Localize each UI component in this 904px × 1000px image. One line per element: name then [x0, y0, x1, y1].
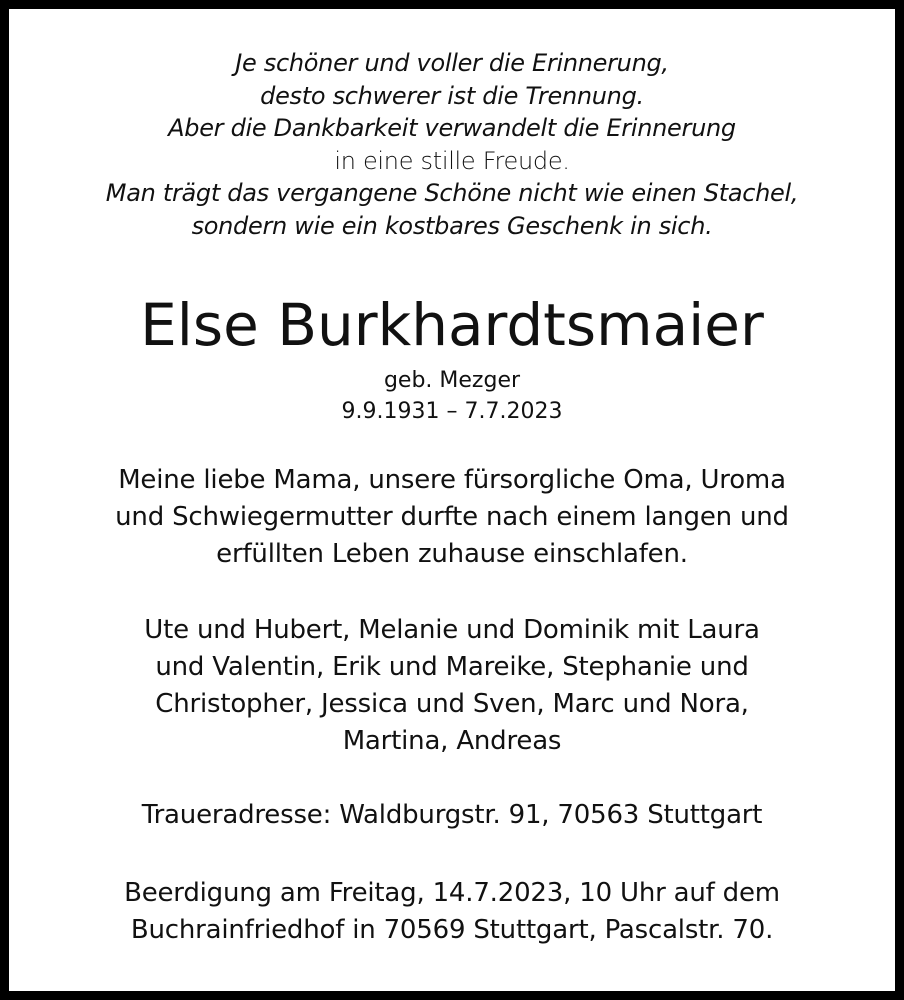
maiden-name: geb. Mezger — [383, 368, 521, 393]
farewell-message — [9, 462, 895, 573]
deceased-name: Else Burkhardtsmaier — [140, 291, 764, 359]
funeral-details — [9, 875, 895, 949]
quote-line: in eine stille Freude. — [334, 146, 570, 175]
funeral-line: Buchrainfriedhof in 70569 Stuttgart, Pascalstr. 70. — [130, 915, 774, 945]
quote-line: Man trägt das vergangene Schöne nicht wie einen Stachel, — [105, 179, 799, 207]
message-line: erfüllten Leben zuhause einschlafen. — [216, 539, 688, 569]
obituary-notice — [9, 9, 895, 991]
quote-line: Aber die Dankbarkeit verwandelt die Erinnerung — [168, 114, 736, 142]
mourning-address — [9, 797, 895, 834]
message-line: und Schwiegermutter durfte nach einem langen und — [115, 502, 789, 532]
mourners-list — [9, 612, 895, 760]
address-line: Traueradresse: Waldburgstr. 91, 70563 Stuttgart — [141, 800, 763, 830]
quote-line: sondern wie ein kostbares Geschenk in sich. — [191, 211, 713, 240]
mourners-line: Christopher, Jessica und Sven, Marc und Nora, — [155, 689, 749, 719]
message-line: Meine liebe Mama, unsere fürsorgliche Oma, Uroma — [118, 465, 786, 495]
mourners-line: Martina, Andreas — [342, 726, 562, 756]
funeral-line: Beerdigung am Freitag, 14.7.2023, 10 Uhr auf dem — [124, 878, 780, 908]
quote-line: desto schwerer ist die Trennung. — [260, 81, 644, 110]
mourners-line: Ute und Hubert, Melanie und Dominik mit Laura — [144, 615, 760, 645]
memorial-quote — [9, 47, 895, 242]
mourners-line: und Valentin, Erik und Mareike, Stephanie und — [155, 652, 749, 682]
life-dates: 9.9.1931 – 7.7.2023 — [341, 399, 563, 424]
quote-line: Je schöner und voller die Erinnerung, — [235, 49, 669, 77]
